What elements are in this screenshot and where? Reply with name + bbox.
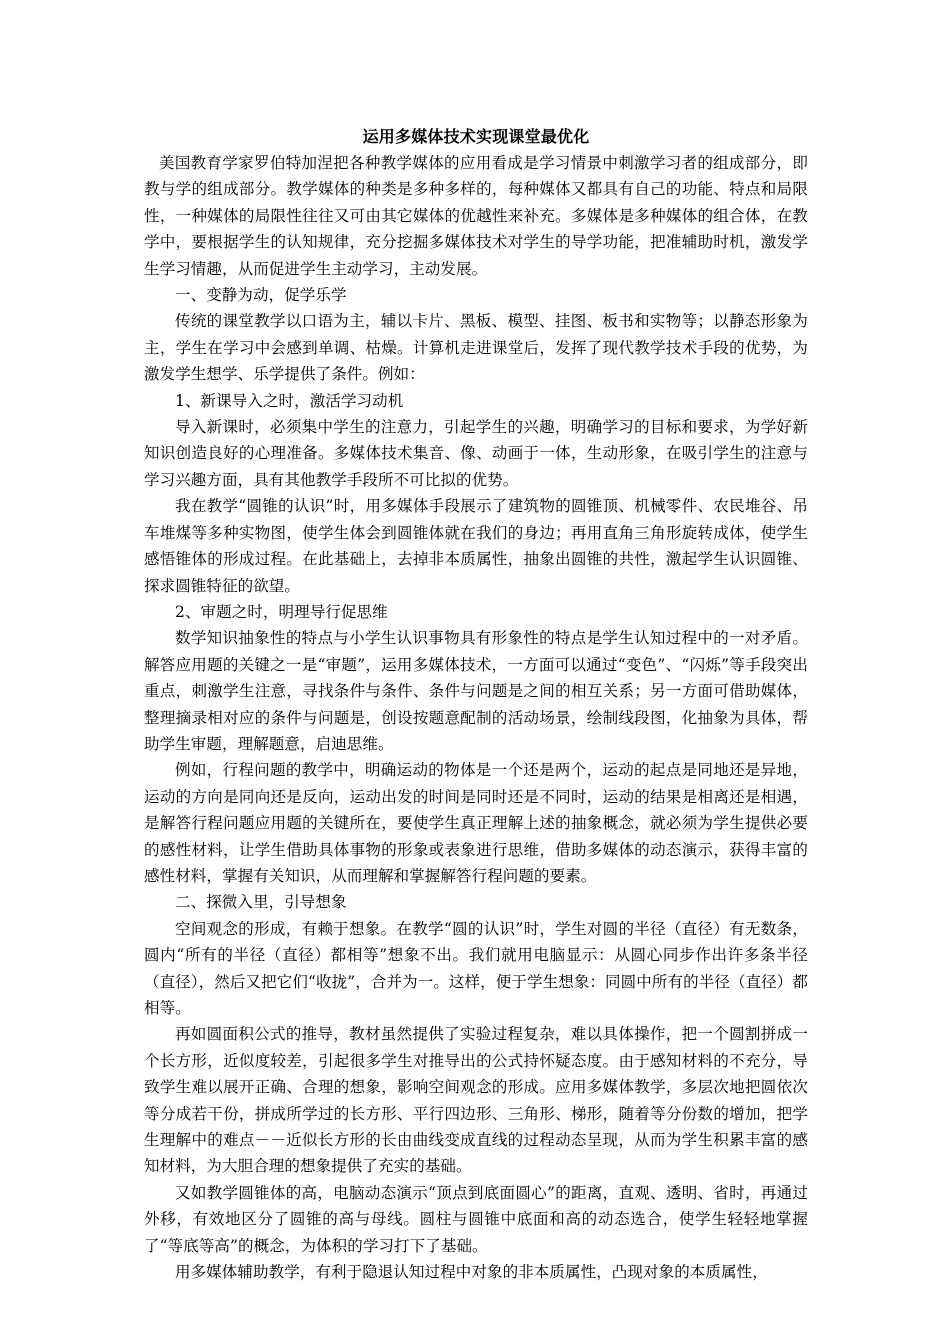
document-page <box>144 124 808 1285</box>
section-heading-1: 一、变静为动，促学乐学 <box>175 286 347 305</box>
paragraph: 空间观念的形成，有赖于想象。在教学“圆的认识”时，学生对圆的半径（直径）有无数条，圆内“所有的半径（直径）都相等”想象不出。我们就用电脑显示：从圆心同步作出许多条半径（直径），然后又把它们“收拢”，合并为一。这样，便于学生想象：同圆中所有的半径（直径）都相等。 <box>144 919 808 1017</box>
subsection-heading-1: 1、新课导入之时，激活学习动机 <box>175 391 404 410</box>
document-title: 运用多媒体技术实现课堂最优化 <box>362 127 590 146</box>
paragraph: 例如，行程问题的教学中，明确运动的物体是一个还是两个，运动的起点是同地还是异地，运动的方向是同向还是反向，运动出发的时间是同时还是不同时，运动的结果是相离还是相遇，是解答行程问题应用题的关键所在，要使学生真正理解上述的抽象概念，就必须为学生提供必要的感性材料，让学生借助具体事物的形象或表象进行思维，借助多媒体的动态演示，获得丰富的感性材料，掌握有关知识，从而理解和掌握解答行程问题的要素。 <box>144 761 808 885</box>
subsection-heading-2: 2、审题之时，明理导行促思维 <box>175 602 388 621</box>
paragraph: 我在教学“圆锥的认识”时，用多媒体手段展示了建筑物的圆锥顶、机械零件、农民堆谷、吊车堆煤等多种实物图，使学生体会到圆锥体就在我们的身边；再用直角三角形旋转成体，使学生感悟锥体的形成过程。在此基础上，去掉非本质属性，抽象出圆锥的共性，激起学生认识圆锥、探求圆锥特征的欲望。 <box>144 497 808 595</box>
section-heading-2: 二、探微入里，引导想象 <box>175 893 347 912</box>
paragraph: 再如圆面积公式的推导，教材虽然提供了实验过程复杂，难以具体操作，把一个圆割拼成一个长方形，近似度较差，引起很多学生对推导出的公式持怀疑态度。由于感知材料的不充分，导致学生难以展开正确、合理的想象，影响空间观念的形成。应用多媒体教学，多层次地把圆依次等分成若干份，拼成所学过的长方形、平行四边形、三角形、梯形，随着等分份数的增加，把学生理解中的难点－－近似长方形的长由曲线变成直线的过程动态呈现，从而为学生积累丰富的感知材料，为大胆合理的想象提供了充实的基础。 <box>144 1025 808 1176</box>
paragraph: 数学知识抽象性的特点与小学生认识事物具有形象性的特点是学生认知过程中的一对矛盾。解答应用题的关键之一是“审题”，运用多媒体技术，一方面可以通过“变色”、“闪烁”等手段突出重点，刺激学生注意，寻找条件与条件、条件与问题是之间的相互关系；另一方面可借助媒体，整理摘录相对应的条件与问题是，创设按题意配制的活动场景，绘制线段图，化抽象为具体，帮助学生审题，理解题意，启迪思维。 <box>144 629 809 753</box>
paragraph: 又如教学圆锥体的高，电脑动态演示“顶点到底面圆心”的距离，直观、透明、省时，再通过外移，有效地区分了圆锥的高与母线。圆柱与圆锥中底面和高的动态选合，使学生轻轻地掌握了“等底等高”的概念，为体积的学习打下了基础。 <box>144 1183 808 1255</box>
paragraph: 导入新课时，必须集中学生的注意力，引起学生的兴趣，明确学习的目标和要求，为学好新知识创造良好的心理准备。多媒体技术集音、像、动画于一体，生动形象，在吸引学生的注意与学习兴趣方面，具有其他教学手段所不可比拟的优势。 <box>144 418 808 489</box>
paragraph-intro: 美国教育学家罗伯特加涅把各种教学媒体的应用看成是学习情景中刺激学习者的组成部分，即教与学的组成部分。教学媒体的种类是多种多样的，每种媒体又都具有自己的功能、特点和局限性，一种媒体的局限性往往又可由其它媒体的优越性来补充。多媒体是多种媒体的组合体，在教学中，要根据学生的认知规律，充分挖掘多媒体技术对学生的导学功能，把准辅助时机，激发学生学习情趣，从而促进学生主动学习，主动发展。 <box>144 154 808 278</box>
paragraph: 用多媒体辅助教学，有利于隐退认知过程中对象的非本质属性，凸现对象的本质属性， <box>175 1263 768 1282</box>
paragraph: 传统的课堂教学以口语为主，辅以卡片、黑板、模型、挂图、板书和实物等；以静态形象为主，学生在学习中会感到单调、枯燥。计算机走进课堂后，发挥了现代教学技术手段的优势，为激发学生想学、乐学提供了条件。例如： <box>144 312 808 384</box>
